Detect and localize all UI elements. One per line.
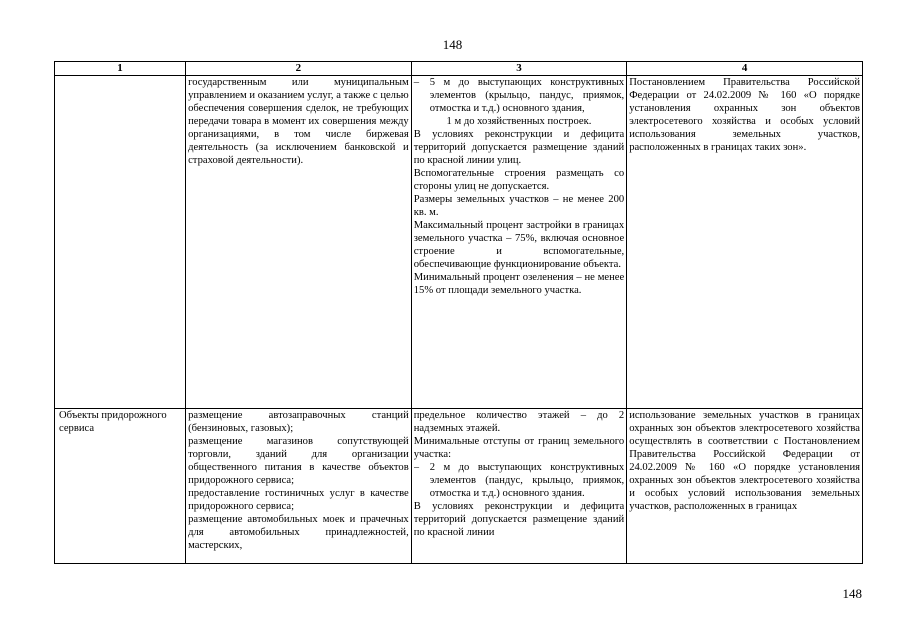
row2-setback-text: 2 м до выступающих конструктивных элементов (пандус, крыльцо, приямок, отмостка и т.д.) основного здания.	[429, 462, 625, 499]
row2-object-text: Объекты придорожного сервиса	[59, 410, 167, 434]
row2-parameters-clip	[414, 409, 624, 563]
row1-plot-size-text: Размеры земельных участков – не менее 200 кв. м.	[413, 194, 625, 218]
dash-marker: –	[413, 77, 420, 88]
zoning-table	[54, 61, 863, 564]
column-header-1: 1	[55, 62, 186, 76]
row1-uses-cell	[186, 76, 412, 409]
row2-object-cell	[55, 409, 186, 564]
row2-floors-text: предельное количество этажей – до 2 надземных этажей.	[413, 410, 625, 434]
row1-parameters-cell	[411, 76, 626, 409]
row2-uses-carwash-text: размещение автомобильных моек и прачечных для автомобильных принадлежностей, мастерских,	[188, 514, 409, 551]
row1-uses-text: государственным или муниципальным управлением и оказанием услуг, а также с целью обеспечения совершения сделок, не требующих передачи товара в момент их совершения между организациями, в том числе биржевая деятельность (за исключением банковской и страховой деятельности).	[188, 77, 409, 166]
column-header-3: 3	[411, 62, 626, 76]
row2-uses-hotel-text: предоставление гостиничных услуг в качестве придорожного сервиса;	[188, 488, 409, 512]
row1-reconstruction-text: В условиях реконструкции и дефицита территорий допускается размещение зданий по красной линии улиц.	[413, 129, 625, 166]
row1-max-coverage-text: Максимальный процент застройки в границах земельного участка – 75%, включая основное строение и вспомогательные, обеспечивающие функционирование объекта.	[413, 220, 625, 270]
table-row	[55, 409, 863, 564]
column-header-4: 4	[627, 62, 863, 76]
row1-min-greenery-text: Минимальный процент озеленения – не менее 15% от площади земельного участка.	[413, 272, 625, 296]
row1-object-cell	[55, 76, 186, 409]
row2-restrictions-clip	[629, 409, 860, 563]
table-row	[55, 76, 863, 409]
table-header-row	[55, 62, 863, 76]
row2-parameters-cell	[411, 409, 626, 564]
page-number-bottom: 148	[842, 586, 862, 601]
row1-setback-tail: 1 м до хозяйственных построек.	[446, 116, 592, 127]
column-header-2: 2	[186, 62, 412, 76]
row2-restrictions-text: использование земельных участков в границах охранных зон объектов электросетевого хозяйства осуществлять в соответствии с Постановлением Правительства Российской Федерации от 24.02.2009 № 160 «О порядке установления охранных зон объектов электросетевого хозяйства и особых условий использования земельных участков, расположенных в границах	[629, 410, 860, 512]
row2-reconstruction-text: В условиях реконструкции и дефицита территорий допускается размещение зданий по красной линии	[413, 501, 625, 538]
row2-restrictions-cell	[627, 409, 863, 564]
page-number-top: 148	[442, 37, 463, 52]
row2-uses-fuel-text: размещение автозаправочных станций (бензиновых, газовых);	[188, 410, 409, 434]
row2-uses-shops-text: размещение магазинов сопутствующей торговли, зданий для организации общественного питания в качестве объектов придорожного сервиса;	[188, 436, 409, 486]
row1-setback-item	[414, 76, 624, 115]
row1-restrictions-text: Постановлением Правительства Российской Федерации от 24.02.2009 № 160 «О порядке установления охранных зон объектов электросетевого хозяйства и особых условий использования земельных участков, расположенных в границах таких зон».	[629, 77, 860, 153]
dash-marker: –	[413, 462, 420, 473]
row1-auxiliary-text: Вспомогательные строения размещать со стороны улиц не допускается.	[413, 168, 625, 192]
row2-uses-cell	[186, 409, 412, 564]
row1-setback-text: 5 м до выступающих конструктивных элементов (крыльцо, пандус, приямок, отмостка и т.д.) основного здания,	[429, 77, 625, 114]
row2-uses-clip	[188, 409, 409, 563]
row2-setbacks-heading: Минимальные отступы от границ земельного участка:	[413, 436, 625, 460]
row2-setback-item	[414, 461, 624, 500]
row1-restrictions-cell	[627, 76, 863, 409]
